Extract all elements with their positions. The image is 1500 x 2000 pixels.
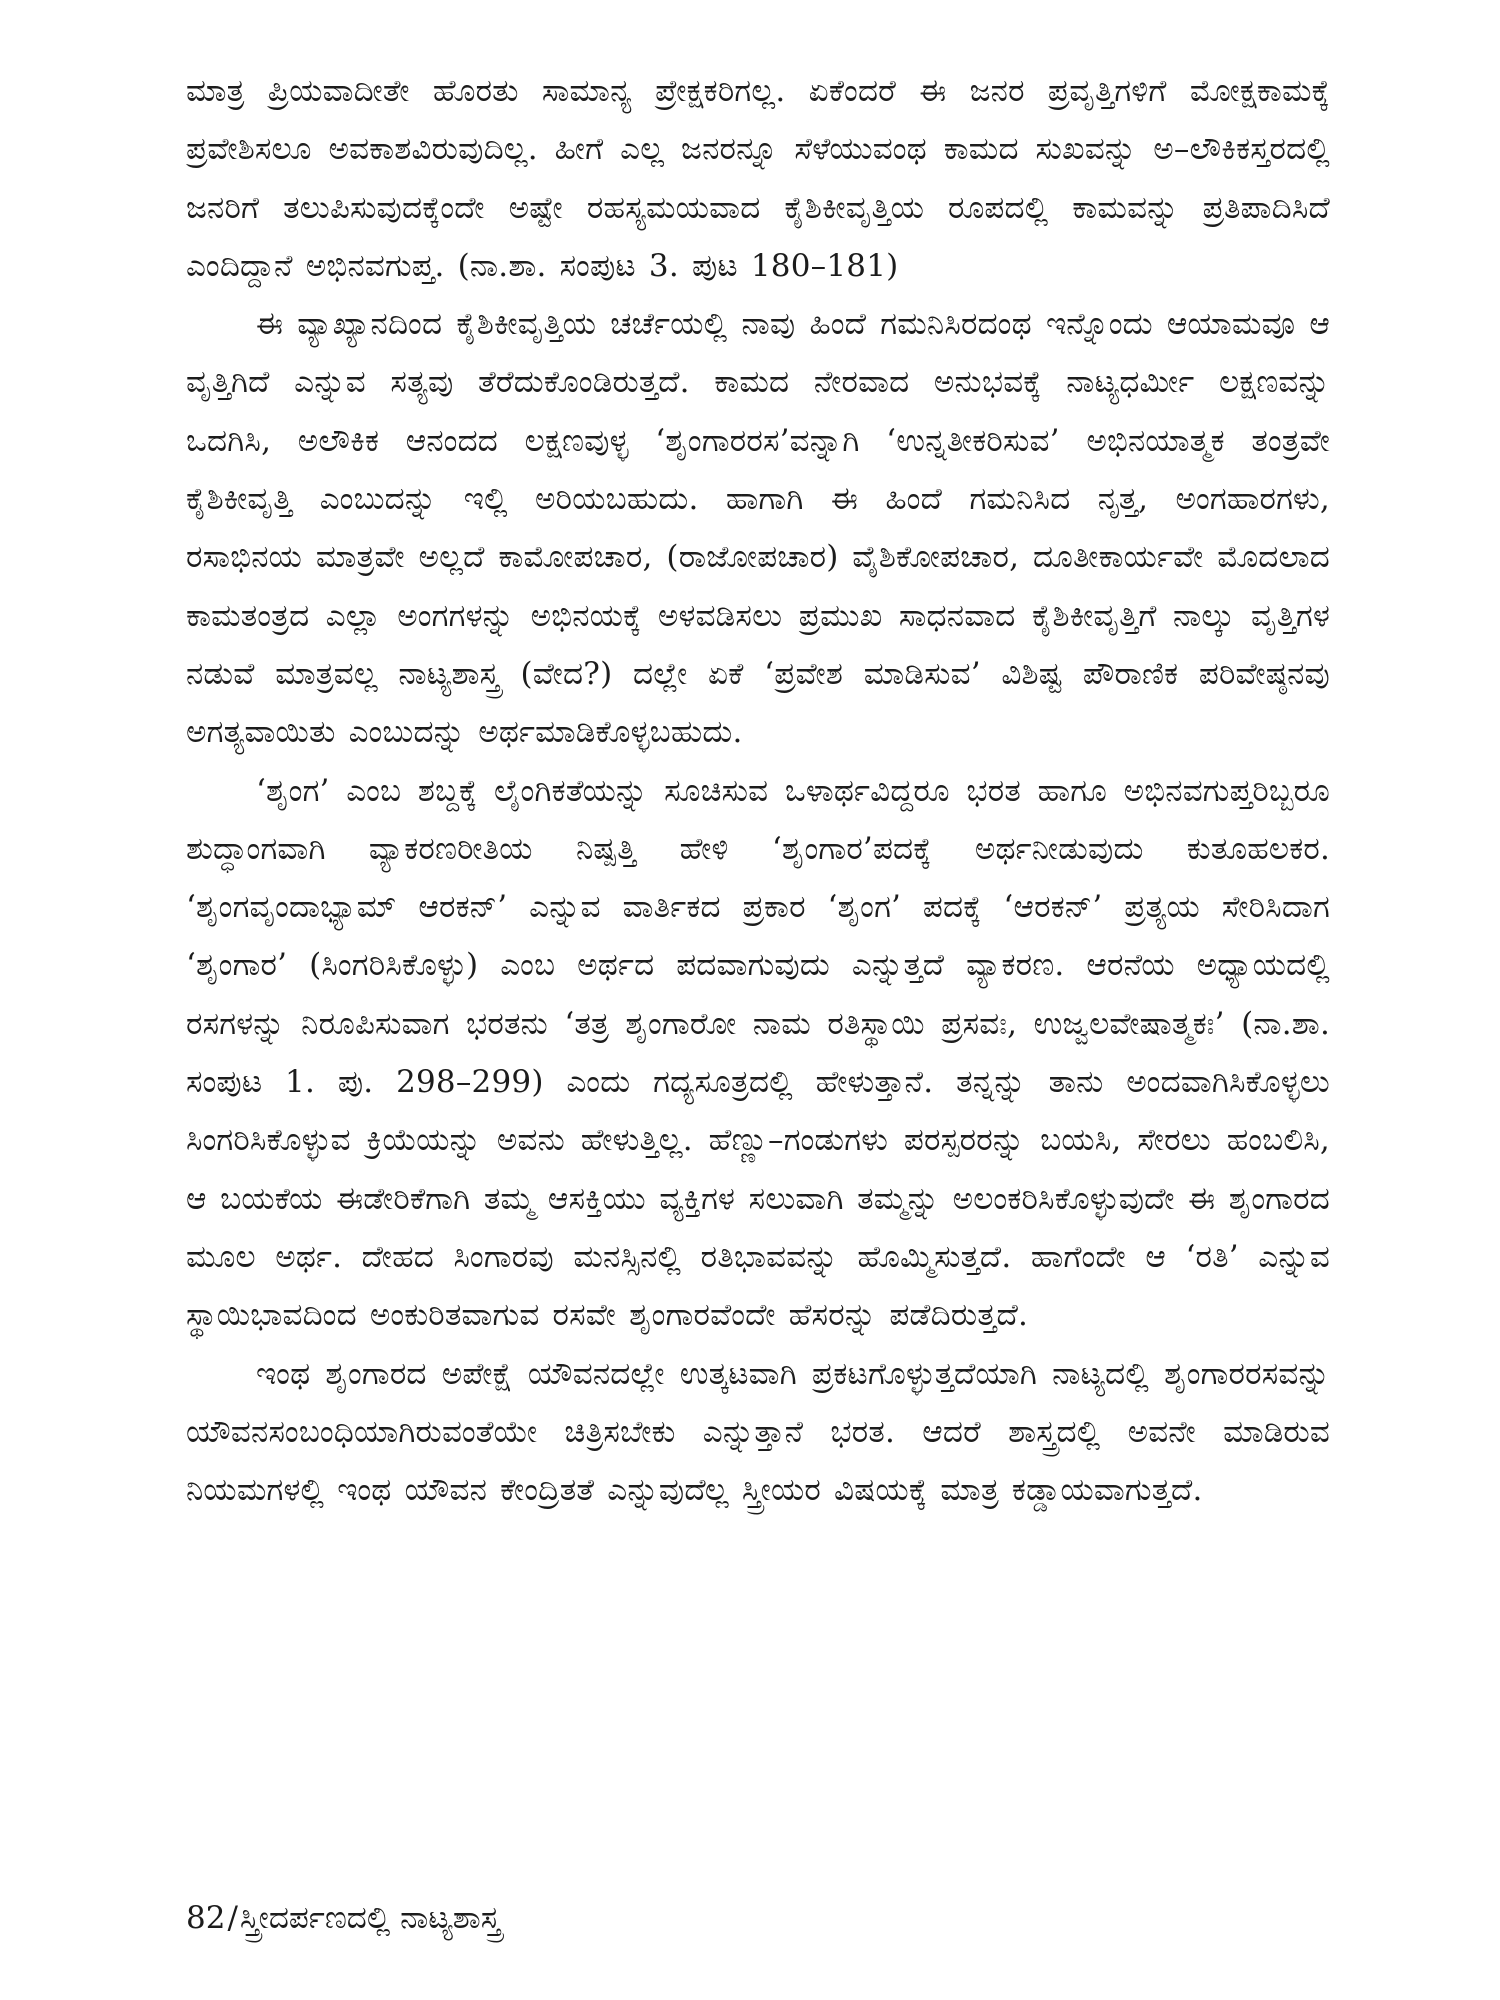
- paragraph-youth-shringara: ಇಂಥ ಶೃಂಗಾರದ ಅಪೇಕ್ಷೆ ಯೌವನದಲ್ಲೇ ಉತ್ಕಟವಾಗಿ ಪ್ರಕಟಗೊಳ್ಳುತ್ತದೆಯಾಗಿ ನಾಟ್ಯದಲ್ಲಿ ಶೃಂಗಾರರಸವನ್ನು ಯೌವನಸಂಬಂಧಿಯಾಗಿರುವಂತೆಯೇ ಚಿತ್ರಿಸಬೇಕು ಎನ್ನುತ್ತಾನೆ ಭರತ. ಆದರೆ ಶಾಸ್ತ್ರದಲ್ಲಿ ಅವನೇ ಮಾಡಿರುವ ನಿಯಮಗಳಲ್ಲಿ ಇಂಥ ಯೌವನ ಕೇಂದ್ರಿತತೆ ಎನ್ನುವುದೆಲ್ಲ ಸ್ತ್ರೀಯರ ವಿಷಯಕ್ಕೆ ಮಾತ್ರ ಕಡ್ಡಾಯವಾಗುತ್ತದೆ.: [186, 1355, 1330, 1509]
- footer-separator: /: [227, 1900, 238, 1936]
- paragraph-continuation: ಮಾತ್ರ ಪ್ರಿಯವಾದೀತೇ ಹೊರತು ಸಾಮಾನ್ಯ ಪ್ರೇಕ್ಷಕರಿಗಲ್ಲ. ಏಕೆಂದರೆ ಈ ಜನರ ಪ್ರವೃತ್ತಿಗಳಿಗೆ ಮೋಕ್ಷಕಾಮಕ್ಕೆ ಪ್ರವೇಶಿಸಲೂ ಅವಕಾಶವಿರುವುದಿಲ್ಲ. ಹೀಗೆ ಎಲ್ಲ ಜನರನ್ನೂ ಸೆಳೆಯುವಂಥ ಕಾಮದ ಸುಖವನ್ನು ಅ–ಲೌಕಿಕಸ್ತರದಲ್ಲಿ ಜನರಿಗೆ ತಲುಪಿಸುವುದಕ್ಕೆಂದೇ ಅಷ್ಟೇ ರಹಸ್ಯಮಯವಾದ ಕೈಶಿಕೀವೃತ್ತಿಯ ರೂಪದಲ್ಲಿ ಕಾಮವನ್ನು ಪ್ರತಿಪಾದಿಸಿದೆ ಎಂದಿದ್ದಾನೆ ಅಭಿನವಗುಪ್ತ. (ನಾ.ಶಾ. ಸಂಪುಟ 3. ಪುಟ 180–181): [186, 73, 1330, 284]
- page-number: 82: [186, 1900, 226, 1936]
- paragraph-shringara-etymology: ‘ಶೃಂಗ’ ಎಂಬ ಶಬ್ದಕ್ಕೆ ಲೈಂಗಿಕತೆಯನ್ನು ಸೂಚಿಸುವ ಒಳಾರ್ಥವಿದ್ದರೂ ಭರತ ಹಾಗೂ ಅಭಿನವಗುಪ್ತರಿಬ್ಬರೂ ಶುದ್ಧಾಂಗವಾಗಿ ವ್ಯಾಕರಣರೀತಿಯ ನಿಷ್ಪತ್ತಿ ಹೇಳಿ ‘ಶೃಂಗಾರ’ಪದಕ್ಕೆ ಅರ್ಥನೀಡುವುದು ಕುತೂಹಲಕರ. ‘ಶೃಂಗವೃಂದಾಭ್ಯಾಮ್ ಆರಕನ್’ ಎನ್ನುವ ವಾರ್ತಿಕದ ಪ್ರಕಾರ ‘ಶೃಂಗ’ ಪದಕ್ಕೆ ‘ಆರಕನ್’ ಪ್ರತ್ಯಯ ಸೇರಿಸಿದಾಗ ‘ಶೃಂಗಾರ’ (ಸಿಂಗರಿಸಿಕೊಳ್ಳು) ಎಂಬ ಅರ್ಥದ ಪದವಾಗುವುದು ಎನ್ನುತ್ತದೆ ವ್ಯಾಕರಣ. ಆರನೆಯ ಅಧ್ಯಾಯದಲ್ಲಿ ರಸಗಳನ್ನು ನಿರೂಪಿಸುವಾಗ ಭರತನು ‘ತತ್ರ ಶೃಂಗಾರೋ ನಾಮ ರತಿಸ್ಥಾಯಿ ಪ್ರಸವಃ, ಉಜ್ವಲವೇಷಾತ್ಮಕಃ’ (ನಾ.ಶಾ. ಸಂಪುಟ 1. ಪು. 298–299) ಎಂದು ಗದ್ಯಸೂತ್ರದಲ್ಲಿ ಹೇಳುತ್ತಾನೆ. ತನ್ನನ್ನು ತಾನು ಅಂದವಾಗಿಸಿಕೊಳ್ಳಲು ಸಿಂಗರಿಸಿಕೊಳ್ಳುವ ಕ್ರಿಯೆಯನ್ನು ಅವನು ಹೇಳುತ್ತಿಲ್ಲ. ಹೆಣ್ಣು–ಗಂಡುಗಳು ಪರಸ್ಪರರನ್ನು ಬಯಸಿ, ಸೇರಲು ಹಂಬಲಿಸಿ, ಆ ಬಯಕೆಯ ಈಡೇರಿಕೆಗಾಗಿ ತಮ್ಮ ಆಸಕ್ತಿಯು ವ್ಯಕ್ತಿಗಳ ಸಲುವಾಗಿ ತಮ್ಮನ್ನು ಅಲಂಕರಿಸಿಕೊಳ್ಳುವುದೇ ಈ ಶೃಂಗಾರದ ಮೂಲ ಅರ್ಥ. ದೇಹದ ಸಿಂಗಾರವು ಮನಸ್ಸಿನಲ್ಲಿ ರತಿಭಾವವನ್ನು ಹೊಮ್ಮಿಸುತ್ತದೆ. ಹಾಗೆಂದೇ ಆ ‘ರತಿ’ ಎನ್ನುವ ಸ್ಥಾಯಿಭಾವದಿಂದ ಅಂಕುರಿತವಾಗುವ ರಸವೇ ಶೃಂಗಾರವೆಂದೇ ಹೆಸರನ್ನು ಪಡೆದಿರುತ್ತದೆ.: [186, 772, 1330, 1334]
- running-title: ಸ್ತ್ರೀದರ್ಪಣದಲ್ಲಿ ನಾಟ್ಯಶಾಸ್ತ್ರ: [239, 1900, 501, 1936]
- page-footer: [186, 1898, 501, 1938]
- page-body: [186, 62, 1330, 1519]
- paragraph-kaishiki-dimension: ಈ ವ್ಯಾಖ್ಯಾನದಿಂದ ಕೈಶಿಕೀವೃತ್ತಿಯ ಚರ್ಚೆಯಲ್ಲಿ ನಾವು ಹಿಂದೆ ಗಮನಿಸಿರದಂಥ ಇನ್ನೊಂದು ಆಯಾಮವೂ ಆ ವೃತ್ತಿಗಿದೆ ಎನ್ನುವ ಸತ್ಯವು ತೆರೆದುಕೊಂಡಿರುತ್ತದೆ. ಕಾಮದ ನೇರವಾದ ಅನುಭವಕ್ಕೆ ನಾಟ್ಯಧರ್ಮೀ ಲಕ್ಷಣವನ್ನು ಒದಗಿಸಿ, ಅಲೌಕಿಕ ಆನಂದದ ಲಕ್ಷಣವುಳ್ಳ ‘ಶೃಂಗಾರರಸ’ವನ್ನಾಗಿ ‘ಉನ್ನತೀಕರಿಸುವ’ ಅಭಿನಯಾತ್ಮಕ ತಂತ್ರವೇ ಕೈಶಿಕೀವೃತ್ತಿ ಎಂಬುದನ್ನು ಇಲ್ಲಿ ಅರಿಯಬಹುದು. ಹಾಗಾಗಿ ಈ ಹಿಂದೆ ಗಮನಿಸಿದ ನೃತ್ತ, ಅಂಗಹಾರಗಳು, ರಸಾಭಿನಯ ಮಾತ್ರವೇ ಅಲ್ಲದೆ ಕಾಮೋಪಚಾರ, (ರಾಜೋಪಚಾರ) ವೈಶಿಕೋಪಚಾರ, ದೂತೀಕಾರ್ಯವೇ ಮೊದಲಾದ ಕಾಮತಂತ್ರದ ಎಲ್ಲಾ ಅಂಗಗಳನ್ನು ಅಭಿನಯಕ್ಕೆ ಅಳವಡಿಸಲು ಪ್ರಮುಖ ಸಾಧನವಾದ ಕೈಶಿಕೀವೃತ್ತಿಗೆ ನಾಲ್ಕು ವೃತ್ತಿಗಳ ನಡುವೆ ಮಾತ್ರವಲ್ಲ ನಾಟ್ಯಶಾಸ್ತ್ರ (ವೇದ?) ದಲ್ಲೇ ಏಕೆ ‘ಪ್ರವೇಶ ಮಾಡಿಸುವ’ ವಿಶಿಷ್ಟ ಪೌರಾಣಿಕ ಪರಿವೇಷ್ಠನವು ಅಗತ್ಯವಾಯಿತು ಎಂಬುದನ್ನು ಅರ್ಥಮಾಡಿಕೊಳ್ಳಬಹುದು.: [186, 306, 1330, 751]
